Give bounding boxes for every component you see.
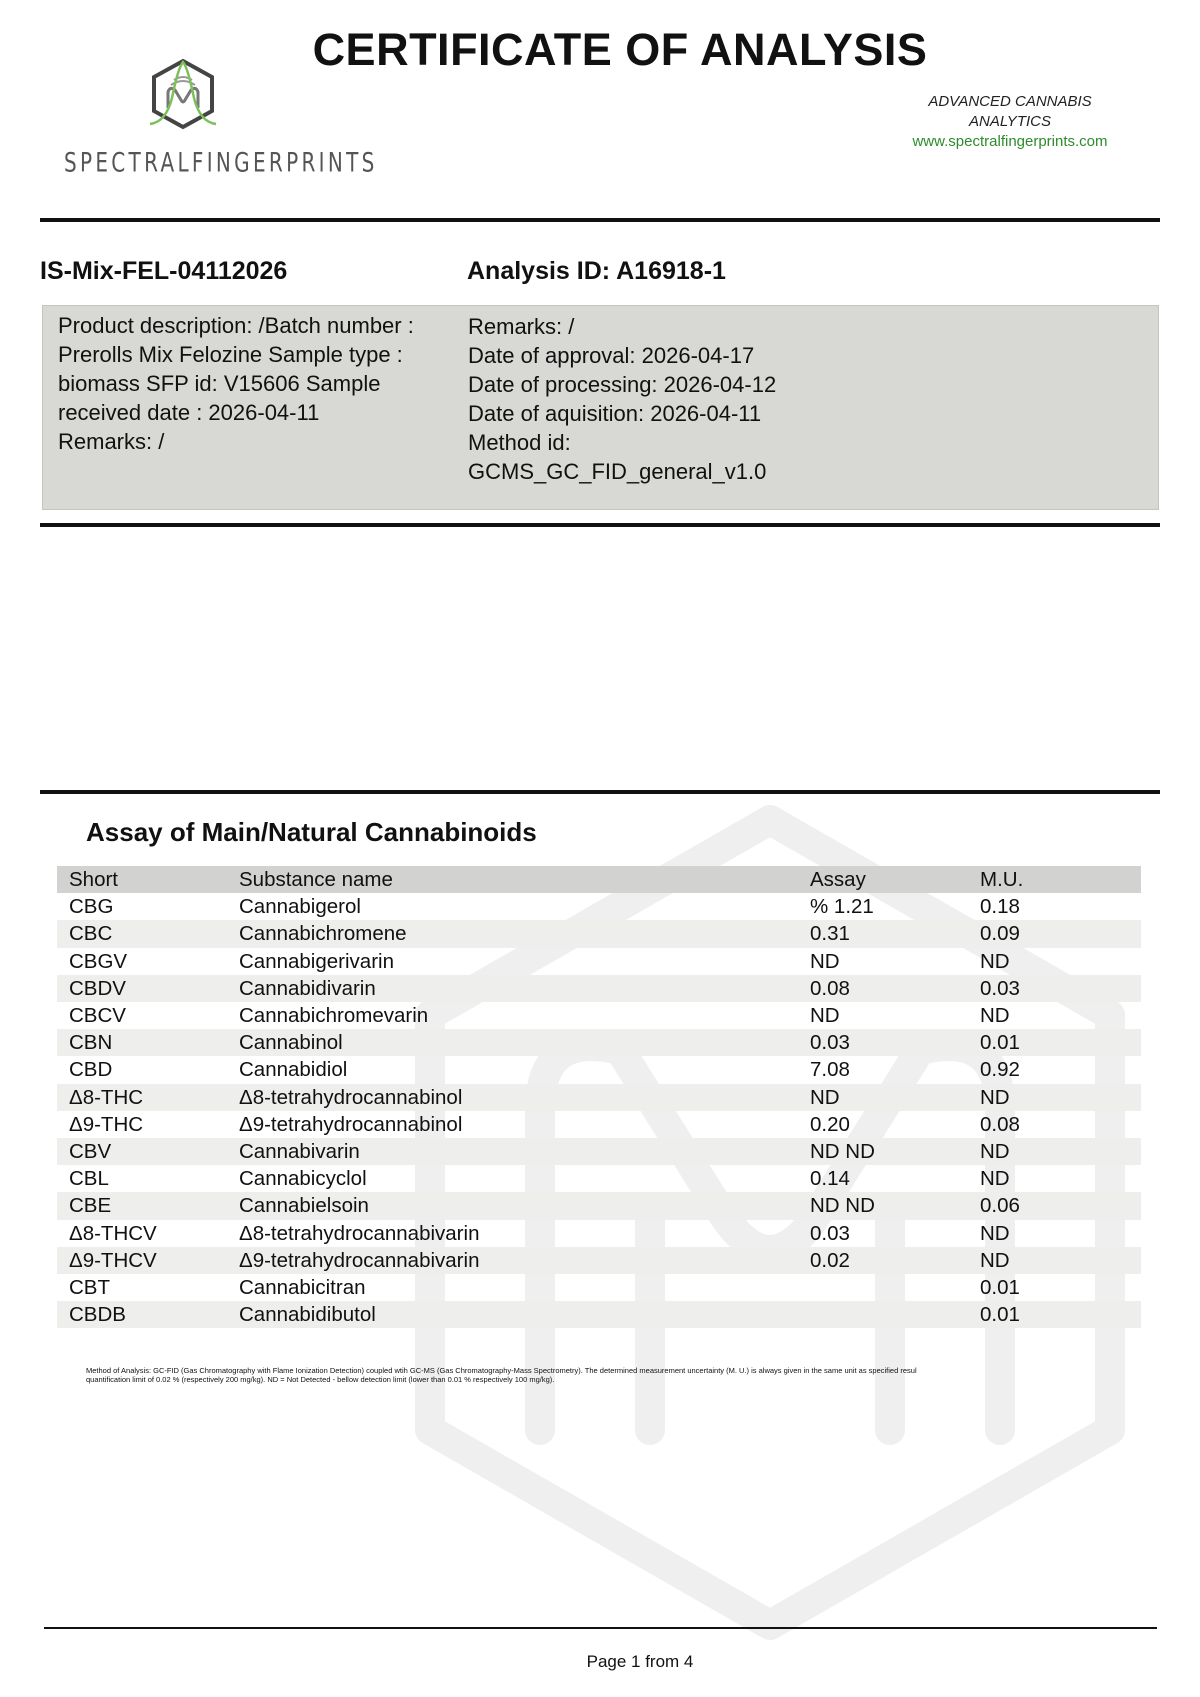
- table-body: [57, 893, 1141, 1328]
- column-header-substance: Substance name: [227, 866, 798, 893]
- cell-assay: 0.03: [798, 1029, 968, 1056]
- table-row: [57, 1029, 1141, 1056]
- cell-substance: Cannabichromene: [227, 920, 798, 947]
- cell-substance: Δ9-tetrahydrocannabivarin: [227, 1247, 798, 1274]
- assay-divider: [40, 790, 1160, 794]
- cell-short: Δ8-THCV: [69, 1221, 157, 1245]
- cell-substance: Cannabicitran: [239, 1276, 366, 1300]
- table-row: [57, 1002, 1141, 1029]
- product-description: Product description: /Batch number : Prerolls Mix Felozine Sample type : biomass SFP id: V15606 Sample received date : 2026-04-11 Remarks: /: [58, 313, 414, 454]
- cell-short: CBD: [69, 1058, 113, 1082]
- table-row: [57, 893, 1141, 920]
- sample-id: IS-Mix-FEL-04112026: [40, 257, 288, 285]
- cell-substance: Δ8-tetrahydrocannabivarin: [239, 1221, 480, 1245]
- cell-substance: Cannabichromevarin: [239, 1004, 429, 1028]
- company-logo: [58, 58, 378, 179]
- spectralfingerprints-logo-icon: [148, 58, 218, 130]
- assay-section-title: Assay of Main/Natural Cannabinoids: [86, 817, 537, 847]
- table-row: [57, 975, 1141, 1002]
- cell-short: CBC: [57, 920, 227, 947]
- cell-mu: ND: [968, 1247, 1141, 1274]
- cell-mu: ND: [980, 1167, 1010, 1191]
- cell-mu: 0.03: [968, 975, 1141, 1002]
- cell-short: CBDB: [57, 1301, 227, 1328]
- cell-assay: ND: [810, 1004, 840, 1028]
- cell-mu: 0.18: [980, 895, 1020, 919]
- cell-short: CBE: [57, 1192, 227, 1219]
- remarks: Remarks: /: [468, 314, 575, 339]
- cell-substance: Cannabidibutol: [227, 1301, 798, 1328]
- cell-mu: 0.08: [980, 1112, 1020, 1136]
- method-label: Method id:: [468, 430, 571, 455]
- cell-short: CBG: [69, 895, 114, 919]
- logo-text: SPECTRALFINGERPRINTS: [64, 146, 378, 179]
- page-title: CERTIFICATE OF ANALYSIS: [312, 24, 928, 75]
- cell-substance: Cannabigerivarin: [239, 949, 394, 973]
- company-website-link[interactable]: www.spectralfingerprints.com: [912, 133, 1108, 150]
- table-row: [57, 1056, 1141, 1083]
- cell-short: CBDV: [57, 975, 227, 1002]
- cell-short: CBN: [57, 1029, 227, 1056]
- cell-assay: 0.03: [810, 1221, 850, 1245]
- cell-mu: 0.01: [968, 1301, 1141, 1328]
- company-tagline-line2: ANALYTICS: [969, 113, 1051, 130]
- cell-substance: Cannabivarin: [227, 1138, 798, 1165]
- page-number: Page 1 from 4: [586, 1652, 694, 1671]
- cell-substance: Δ8-tetrahydrocannabinol: [227, 1084, 798, 1111]
- cell-short: Δ9-THCV: [57, 1247, 227, 1274]
- cell-mu: 0.09: [968, 920, 1141, 947]
- cell-mu: ND: [980, 949, 1010, 973]
- cell-assay: 7.08: [810, 1058, 850, 1082]
- table-row: [57, 1220, 1141, 1247]
- column-header-assay: Assay: [798, 866, 968, 893]
- cell-short: Δ8-THC: [57, 1084, 227, 1111]
- table-row: [57, 1274, 1141, 1301]
- cell-short: CBT: [69, 1276, 110, 1300]
- company-tagline-line1: ADVANCED CANNABIS: [928, 93, 1092, 110]
- cell-substance: Cannabielsoin: [227, 1192, 798, 1219]
- table-row: [57, 1138, 1141, 1165]
- cell-assay: 0.14: [810, 1167, 850, 1191]
- method-id: GCMS_GC_FID_general_v1.0: [468, 459, 767, 484]
- cell-substance: Cannabidiol: [239, 1058, 348, 1082]
- cell-substance: Cannabicyclol: [239, 1167, 367, 1191]
- cell-mu: ND: [980, 1221, 1010, 1245]
- cell-mu: 0.92: [980, 1058, 1020, 1082]
- column-header-short: Short: [57, 866, 227, 893]
- cell-short: CBL: [69, 1167, 109, 1191]
- cell-short: CBCV: [69, 1004, 126, 1028]
- analysis-id: Analysis ID: A16918-1: [467, 257, 726, 285]
- column-header-mu: M.U.: [968, 866, 1141, 893]
- cell-mu: 0.01: [968, 1029, 1141, 1056]
- method-note-line2: quantification limit of 0.02 % (respectively 200 mg/kg). ND = Not Detected - bellow detection limit (lower than 0.01 % respectively 100 mg/kg).: [86, 1375, 555, 1384]
- cell-short: Δ9-THC: [69, 1112, 144, 1136]
- table-row: [57, 1084, 1141, 1111]
- company-info: [880, 92, 1140, 152]
- cannabinoid-assay-table: [57, 866, 1141, 1328]
- table-row: [57, 1301, 1141, 1328]
- cell-mu: 0.06: [968, 1192, 1141, 1219]
- method-of-analysis-note: [86, 1366, 1200, 1384]
- table-row: [57, 1111, 1141, 1138]
- cell-mu: ND: [980, 1004, 1010, 1028]
- cell-assay: [798, 1301, 968, 1328]
- table-header-row: [57, 866, 1141, 893]
- table-row: [57, 948, 1141, 975]
- cell-assay: ND ND: [798, 1192, 968, 1219]
- cell-short: CBV: [57, 1138, 227, 1165]
- cell-assay: 0.02: [798, 1247, 968, 1274]
- cell-assay: 0.20: [810, 1112, 850, 1136]
- cell-mu: 0.01: [980, 1276, 1020, 1300]
- date-of-approval: Date of approval: 2026-04-17: [468, 343, 755, 368]
- table-row: [57, 1192, 1141, 1219]
- date-of-processing: Date of processing: 2026-04-12: [468, 372, 777, 397]
- cell-assay: ND: [810, 949, 840, 973]
- cell-short: CBGV: [69, 949, 128, 973]
- cell-substance: Cannabidivarin: [227, 975, 798, 1002]
- table-row: [57, 920, 1141, 947]
- cell-substance: Cannabinol: [227, 1029, 798, 1056]
- footer-divider: [44, 1627, 1157, 1629]
- cell-assay: % 1.21: [810, 895, 874, 919]
- cell-substance: Cannabigerol: [239, 895, 361, 919]
- sample-dates: [468, 312, 1068, 486]
- cell-assay: [798, 1274, 968, 1301]
- header-divider: [40, 218, 1160, 222]
- cell-assay: ND: [798, 1084, 968, 1111]
- sample-info-box: [42, 305, 1159, 510]
- table-row: [57, 1247, 1141, 1274]
- table-row: [57, 1165, 1141, 1192]
- info-divider: [40, 523, 1160, 527]
- cell-mu: ND: [968, 1084, 1141, 1111]
- cell-assay: 0.08: [798, 975, 968, 1002]
- date-of-acquisition: Date of aquisition: 2026-04-11: [468, 401, 762, 426]
- cell-substance: Δ9-tetrahydrocannabinol: [239, 1112, 463, 1136]
- cell-assay: ND ND: [798, 1138, 968, 1165]
- cell-assay: 0.31: [798, 920, 968, 947]
- method-note-line1: Method of Analysis: GC-FID (Gas Chromatography with Flame Ionization Detection) coupled wtih GC-MS (Gas Chromatography-Mass Spectrometry). The determined measurement uncertainty (M. U.) is always given in the same unit as specified resul: [86, 1366, 917, 1375]
- cell-mu: ND: [968, 1138, 1141, 1165]
